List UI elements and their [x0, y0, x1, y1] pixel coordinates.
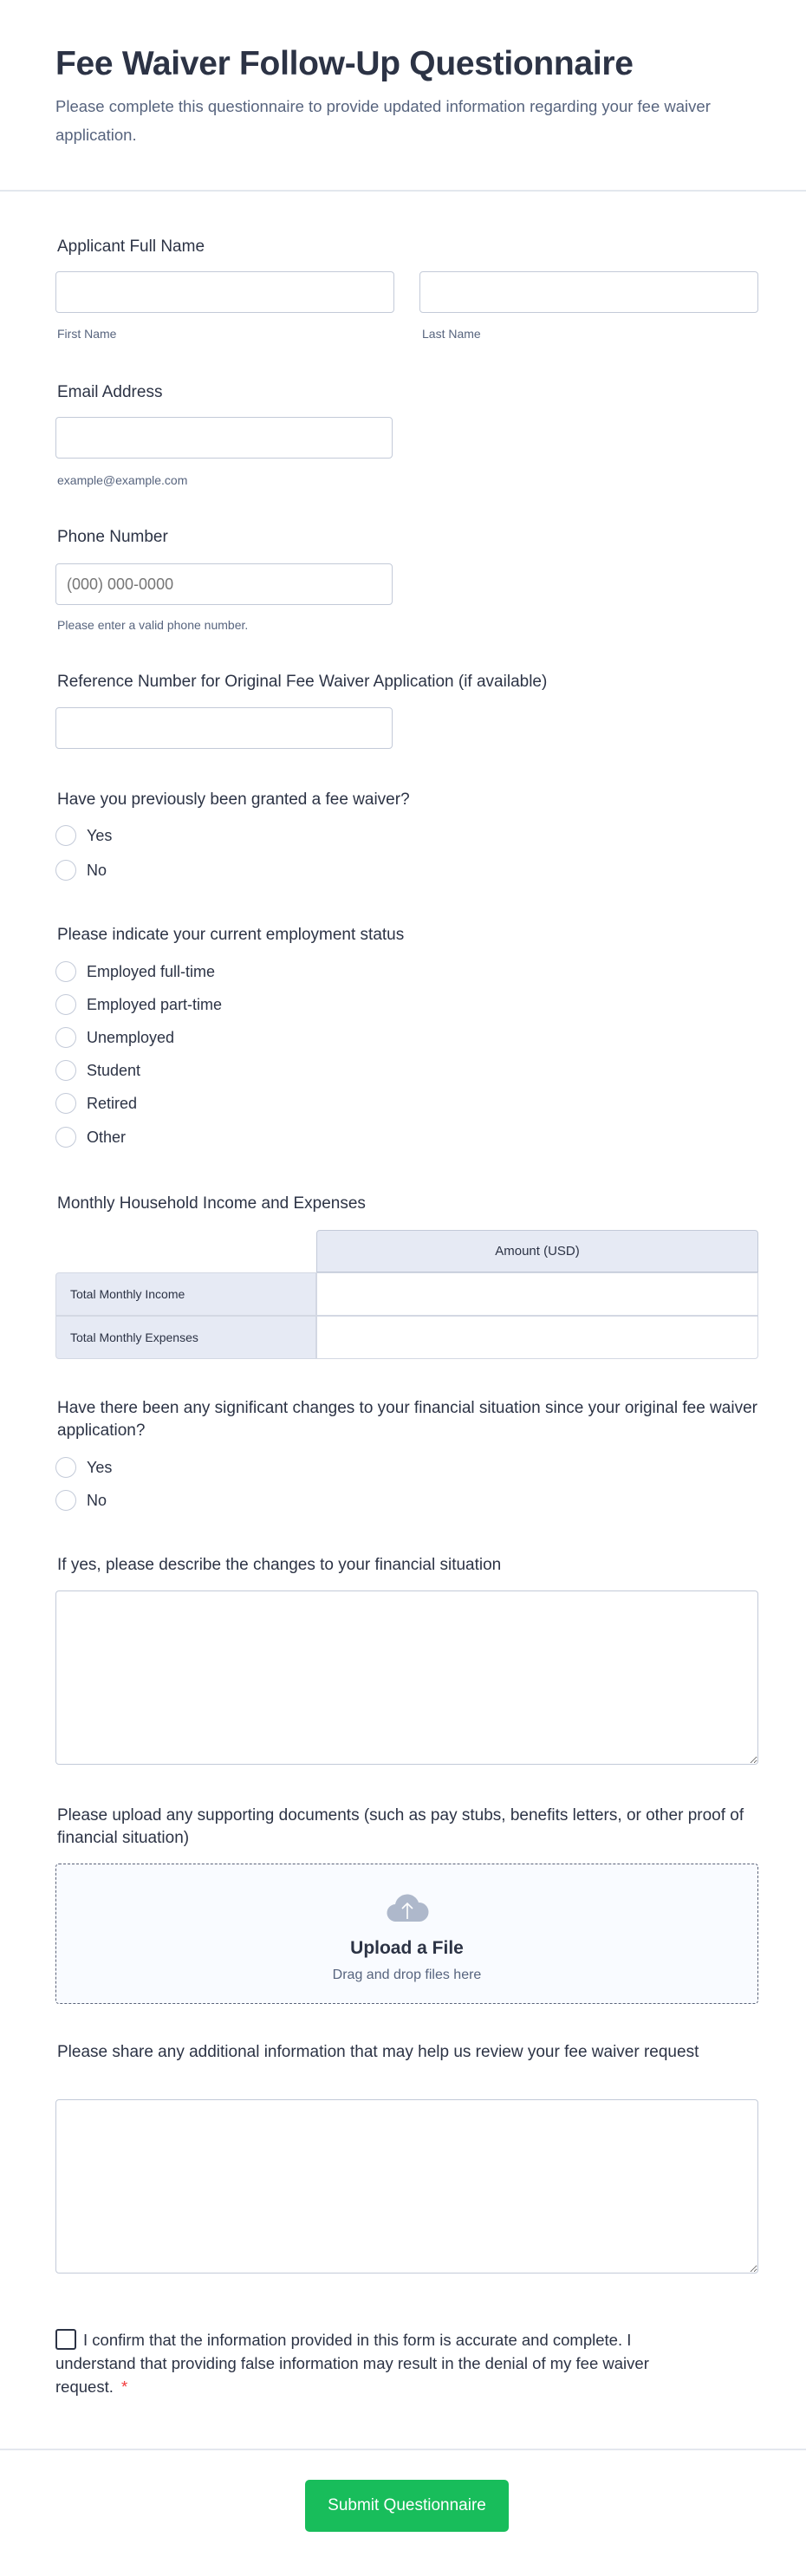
reference-input[interactable]	[55, 707, 393, 749]
changes-no[interactable]	[55, 1490, 107, 1511]
employment-option[interactable]	[55, 994, 222, 1015]
changes-yes[interactable]	[55, 1457, 112, 1478]
employment-option[interactable]	[55, 1127, 126, 1148]
row-label: Total Monthly Expenses	[55, 1316, 316, 1359]
radio-circle[interactable]	[55, 860, 76, 881]
page-title: Fee Waiver Follow-Up Questionnaire	[55, 45, 634, 82]
file-dropzone[interactable]	[55, 1864, 758, 2004]
email-sublabel: example@example.com	[57, 473, 188, 487]
page-subtitle: Please complete this questionnaire to provide updated information regarding your fee waiver application.	[55, 97, 711, 144]
phone-hint: Please enter a valid phone number.	[57, 618, 249, 632]
additional-label: Please share any additional information that may help us review your fee waiver request	[57, 2043, 699, 2061]
radio-circle[interactable]	[55, 1060, 76, 1081]
employment-label: Please indicate your current employment status	[57, 926, 405, 944]
option-label: Unemployed	[87, 1028, 175, 1046]
option-label: Yes	[87, 1458, 113, 1476]
last-name-sublabel: Last Name	[422, 327, 481, 341]
confirm-text: I confirm that the information provided in this form is accurate and complete. I understand that providing false information may result in the denial of my fee waiver request.	[55, 2331, 649, 2396]
previous-waiver-yes[interactable]	[55, 825, 112, 846]
radio-circle[interactable]	[55, 1490, 76, 1511]
submit-button[interactable]: Submit Questionnaire	[305, 2480, 509, 2532]
radio-circle[interactable]	[55, 961, 76, 982]
radio-circle[interactable]	[55, 825, 76, 846]
upload-title: Upload a File	[350, 1938, 464, 1958]
describe-textarea[interactable]	[55, 1590, 758, 1765]
first-name-sublabel: First Name	[57, 327, 117, 341]
confirm-checkbox[interactable]	[55, 2329, 76, 2350]
income-table	[55, 1230, 758, 1360]
income-amount-cell[interactable]	[316, 1272, 758, 1316]
email-label: Email Address	[57, 383, 163, 401]
radio-circle[interactable]	[55, 1127, 76, 1148]
confirm-field	[55, 2328, 653, 2398]
radio-circle[interactable]	[55, 994, 76, 1015]
changes-label: Have there been any significant changes to your financial situation since your original fee waiver application?	[57, 1399, 757, 1440]
option-label: Yes	[87, 826, 113, 844]
option-label: Retired	[87, 1094, 138, 1112]
employment-option[interactable]	[55, 1060, 140, 1081]
full-name-label: Applicant Full Name	[57, 237, 205, 256]
reference-label: Reference Number for Original Fee Waiver Application (if available)	[57, 673, 548, 691]
cloud-upload-icon	[386, 1892, 429, 1923]
radio-circle[interactable]	[55, 1093, 76, 1114]
email-input[interactable]	[55, 417, 393, 459]
previous-waiver-no[interactable]	[55, 860, 107, 881]
header-divider	[0, 190, 806, 192]
option-label: No	[87, 861, 107, 879]
phone-input[interactable]	[55, 563, 393, 605]
last-name-input[interactable]	[419, 271, 758, 313]
employment-option[interactable]	[55, 1027, 174, 1048]
previous-waiver-label: Have you previously been granted a fee waiver?	[57, 790, 410, 809]
footer-divider	[0, 2449, 806, 2450]
required-mark: *	[121, 2378, 128, 2396]
option-label: No	[87, 1491, 107, 1509]
radio-circle[interactable]	[55, 1027, 76, 1048]
upload-label: Please upload any supporting documents (such as pay stubs, benefits letters, or other proof of financial situation)	[57, 1806, 744, 1847]
column-header: Amount (USD)	[316, 1230, 758, 1272]
upload-hint: Drag and drop files here	[332, 1968, 482, 1982]
option-label: Employed full-time	[87, 962, 216, 980]
describe-label: If yes, please describe the changes to your financial situation	[57, 1556, 502, 1574]
income-table-label: Monthly Household Income and Expenses	[57, 1194, 366, 1213]
phone-label: Phone Number	[57, 528, 168, 546]
option-label: Other	[87, 1128, 127, 1146]
option-label: Employed part-time	[87, 995, 223, 1013]
expenses-amount-cell[interactable]	[316, 1316, 758, 1359]
employment-option[interactable]	[55, 1093, 137, 1114]
additional-textarea[interactable]	[55, 2099, 758, 2274]
row-label: Total Monthly Income	[55, 1272, 316, 1316]
radio-circle[interactable]	[55, 1457, 76, 1478]
employment-option[interactable]	[55, 961, 215, 982]
first-name-input[interactable]	[55, 271, 394, 313]
option-label: Student	[87, 1061, 141, 1079]
